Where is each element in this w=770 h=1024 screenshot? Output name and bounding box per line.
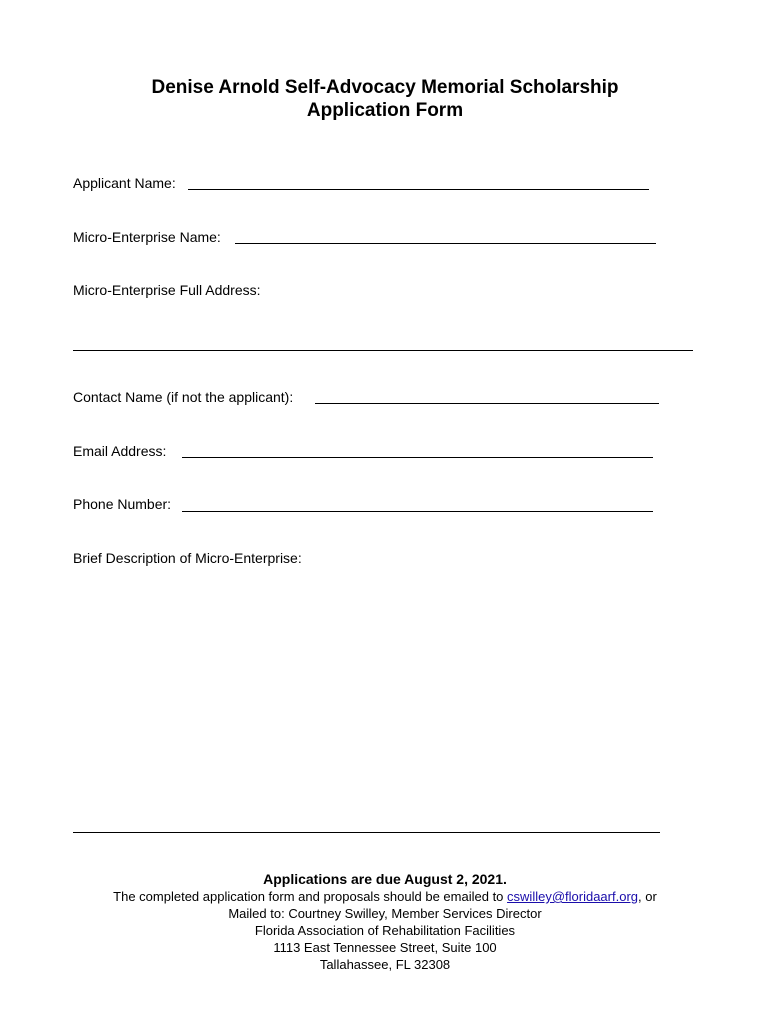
contact-name-field[interactable] (315, 403, 659, 404)
email-link[interactable]: cswilley@floridaarf.org (507, 889, 639, 904)
contact-name-label: Contact Name (if not the applicant): (73, 389, 294, 405)
street-address: 1113 East Tennessee Street, Suite 100 (273, 940, 497, 955)
enterprise-name-field[interactable] (235, 243, 656, 244)
enterprise-name-label: Micro-Enterprise Name: (73, 229, 221, 245)
form-title-line2: Application Form (306, 100, 464, 121)
description-field[interactable] (73, 832, 660, 833)
form-title-line1: Denise Arnold Self-Advocacy Memorial Scholarship (151, 77, 619, 98)
footer-instructions (0, 871, 770, 973)
enterprise-address-label: Micro-Enterprise Full Address: (73, 282, 261, 298)
organization-name: Florida Association of Rehabilitation Facilities (254, 923, 516, 938)
description-label: Brief Description of Micro-Enterprise: (73, 550, 302, 566)
applicant-name-field[interactable] (188, 189, 649, 190)
form-title (0, 76, 770, 122)
email-instructions-suffix: , or (638, 889, 657, 904)
enterprise-address-field[interactable] (73, 350, 693, 351)
email-address-field[interactable] (182, 457, 653, 458)
mailing-recipient: Mailed to: Courtney Swilley, Member Services Director (228, 906, 542, 921)
email-instructions (0, 888, 770, 905)
due-date-notice: Applications are due August 2, 2021. (263, 871, 507, 887)
phone-number-field[interactable] (182, 511, 653, 512)
email-instructions-prefix: The completed application form and proposals should be emailed to (113, 889, 504, 904)
email-address-label: Email Address: (73, 443, 167, 459)
applicant-name-label: Applicant Name: (73, 175, 176, 191)
city-state-zip: Tallahassee, FL 32308 (319, 957, 451, 972)
phone-number-label: Phone Number: (73, 496, 172, 512)
